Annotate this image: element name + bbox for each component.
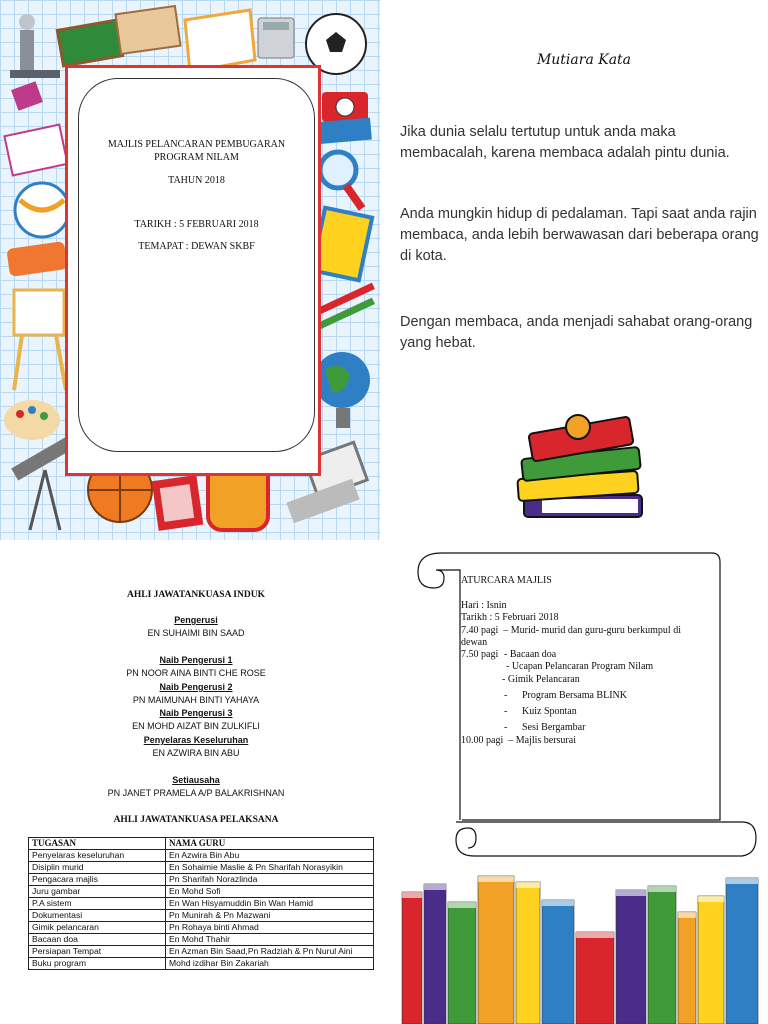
pencil-case-icon [6,241,67,277]
quote-3: Dengan membaca, anda menjadi sahabat orang-orang yang hebat. [400,314,753,351]
task-cell: Persiapan Tempat [29,946,166,958]
agenda-item-photo: Sesi Bergambar [522,722,586,733]
task-cell: Bacaan doa [29,934,166,946]
name-vice-chair-1: PN NOOR AINA BINTI CHE ROSE [126,668,266,678]
agenda-item-gimmick: - Gimik Pelancaran [502,674,580,685]
agenda-day: Hari : Isnin [461,600,507,611]
table-row [29,886,374,898]
table-row [29,946,374,958]
role-vice-chair-1: Naib Pengerusi 1 [159,655,233,665]
name-vice-chair-2: PN MAIMUNAH BINTI YAHAYA [132,695,260,705]
pencils-icon [318,283,375,330]
quotes-title: Mutiara Kata [536,52,632,68]
book-top [616,890,646,896]
book-top [648,886,676,892]
quote-1: Jika dunia selalu tertutup untuk anda maka membacalah, karena membaca adalah pintu dunia. [400,124,730,161]
dash: – [505,735,516,746]
name-vice-chair-3: EN MOHD AIZAT BIN ZULKIFLI [132,721,260,731]
book-top [726,878,758,884]
paint-palette-icon [4,400,60,440]
cover-card [78,78,315,452]
col-header-task: TUGASAN [29,838,166,850]
book-spine [424,884,446,1024]
table-row [29,910,374,922]
role-chair: Pengerusi [174,615,218,625]
book-spine [648,886,676,1024]
microscope-icon [10,14,60,78]
event-title-line1: MAJLIS PELANCARAN PEMBUGARAN [107,139,286,150]
book-top [576,932,614,938]
agenda-item-speech: - Ucapan Pelancaran Program Nilam [506,661,654,672]
agenda-text-1: Murid- murid dan guru-guru berkumpul di [510,625,681,636]
task-cell: P.A sistem [29,898,166,910]
agenda-end-text: Majlis bersurai [515,735,576,746]
name-chair: EN SUHAIMI BIN SAAD [147,628,245,638]
col-header-teacher: NAMA GURU [166,838,374,850]
implementation-heading: AHLI JAWATANKUASA PELAKSANA [113,815,279,825]
volleyball-icon [15,183,69,237]
task-cell: Juru gambar [29,886,166,898]
magnifier-icon [320,152,365,211]
camera-icon [322,92,368,122]
table-row [29,922,374,934]
teacher-cell: En Wan Hisyamuddin Bin Wan Hamid [166,898,374,910]
agenda-bullet: - [504,722,508,733]
table-row [29,850,374,862]
agenda-time-1 [461,625,681,638]
teacher-cell: En Mohd Thahir [166,934,374,946]
teacher-cell: Pn Rohaya binti Ahmad [166,922,374,934]
notebook-icon [4,125,67,176]
role-coordinator: Penyelaras Keseluruhan [143,735,249,745]
table-row [29,862,374,874]
book-spine [542,900,574,1024]
scroll-shape [412,550,762,862]
table-row [29,874,374,886]
globe-icon [314,352,370,428]
task-cell: Penyelaras keseluruhan [29,850,166,862]
book-spine [576,932,614,1024]
book-top [542,900,574,906]
agenda-date: Tarikh : 5 Februari 2018 [461,612,559,623]
committee-heading: AHLI JAWATANKUASA INDUK [127,590,265,600]
agenda-text-1b: dewan [461,637,488,648]
agenda-bullet: - [504,690,508,701]
agenda-item-doa: - Bacaan doa [504,649,557,660]
task-cell: Gimik pelancaran [29,922,166,934]
book-spine [516,882,540,1024]
role-vice-chair-3: Naib Pengerusi 3 [159,708,233,718]
glue-icon [11,81,43,111]
teacher-cell: Pn Munirah & Pn Mazwani [166,910,374,922]
teacher-cell: En Azwira Bin Abu [166,850,374,862]
book-spine [402,892,422,1024]
agenda-time-2: 7.50 pagi [461,649,499,660]
table-header-row [29,838,374,850]
task-cell: Disiplin murid [29,862,166,874]
teacher-cell: Pn Sharifah Norazlinda [166,874,374,886]
book-spine [726,878,758,1024]
task-cell: Buku program [29,958,166,970]
dash: – [500,625,511,636]
books-row-illustration [400,872,768,1024]
chessboard-icon [116,6,181,54]
teacher-cell: En Sohaimie Maslie & Pn Sharifah Norasyikin [166,862,374,874]
task-cell: Dokumentasi [29,910,166,922]
book-top [402,892,422,898]
book-stack-illustration [512,405,662,523]
task-cell: Pengacara majlis [29,874,166,886]
agenda-time-3 [461,735,576,748]
book-top [678,912,696,918]
role-secretary: Setiausaha [172,775,220,785]
open-book-icon [185,10,255,72]
agenda-title: ATURCARA MAJLIS [461,575,552,586]
event-date: TARIKH : 5 FEBRUARI 2018 [134,219,259,230]
table-row [29,898,374,910]
book-top [448,902,476,908]
table-row [29,958,374,970]
event-year: TAHUN 2018 [168,175,225,186]
teacher-cell: En Azman Bin Saad,Pn Radziah & Pn Nurul Aini [166,946,374,958]
role-vice-chair-2: Naib Pengerusi 2 [159,682,233,692]
book-spine [678,912,696,1024]
book-spine [478,876,514,1024]
event-title-line2: PROGRAM NILAM [154,152,239,163]
event-venue: TEMAPAT : DEWAN SKBF [138,241,255,252]
book-spine [698,896,724,1024]
duty-table [28,837,374,970]
chalkboard-icon [57,20,122,66]
table-row [29,934,374,946]
teacher-cell: En Mohd Sofi [166,886,374,898]
agenda-bullet: - [504,706,508,717]
book-top [698,896,724,902]
quote-2: Anda mungkin hidup di pedalaman. Tapi saat anda rajin membaca, anda lebih berwawasan dari beberapa orang di kota. [400,206,759,264]
book-top [424,884,446,890]
book-spine [616,890,646,1024]
book-spine [448,902,476,1024]
book-top [516,882,540,888]
teacher-cell: Mohd izdihar Bin Zakariah [166,958,374,970]
book-top [478,876,514,882]
blue-book-icon [315,118,372,145]
calculator-icon [258,18,294,58]
time-1000: 10.00 pagi [461,735,504,746]
easel-icon [14,290,66,390]
agenda-item-blink: Program Bersama BLINK [522,690,627,701]
time-740: 7.40 pagi [461,625,499,636]
agenda-item-quiz: Kuiz Spontan [522,706,577,717]
red-book-icon [152,475,204,531]
book-stack-icon [517,415,642,517]
name-coordinator: EN AZWIRA BIN ABU [152,748,240,758]
name-secretary: PN JANET PRAMELA A/P BALAKRISHNAN [107,788,285,798]
